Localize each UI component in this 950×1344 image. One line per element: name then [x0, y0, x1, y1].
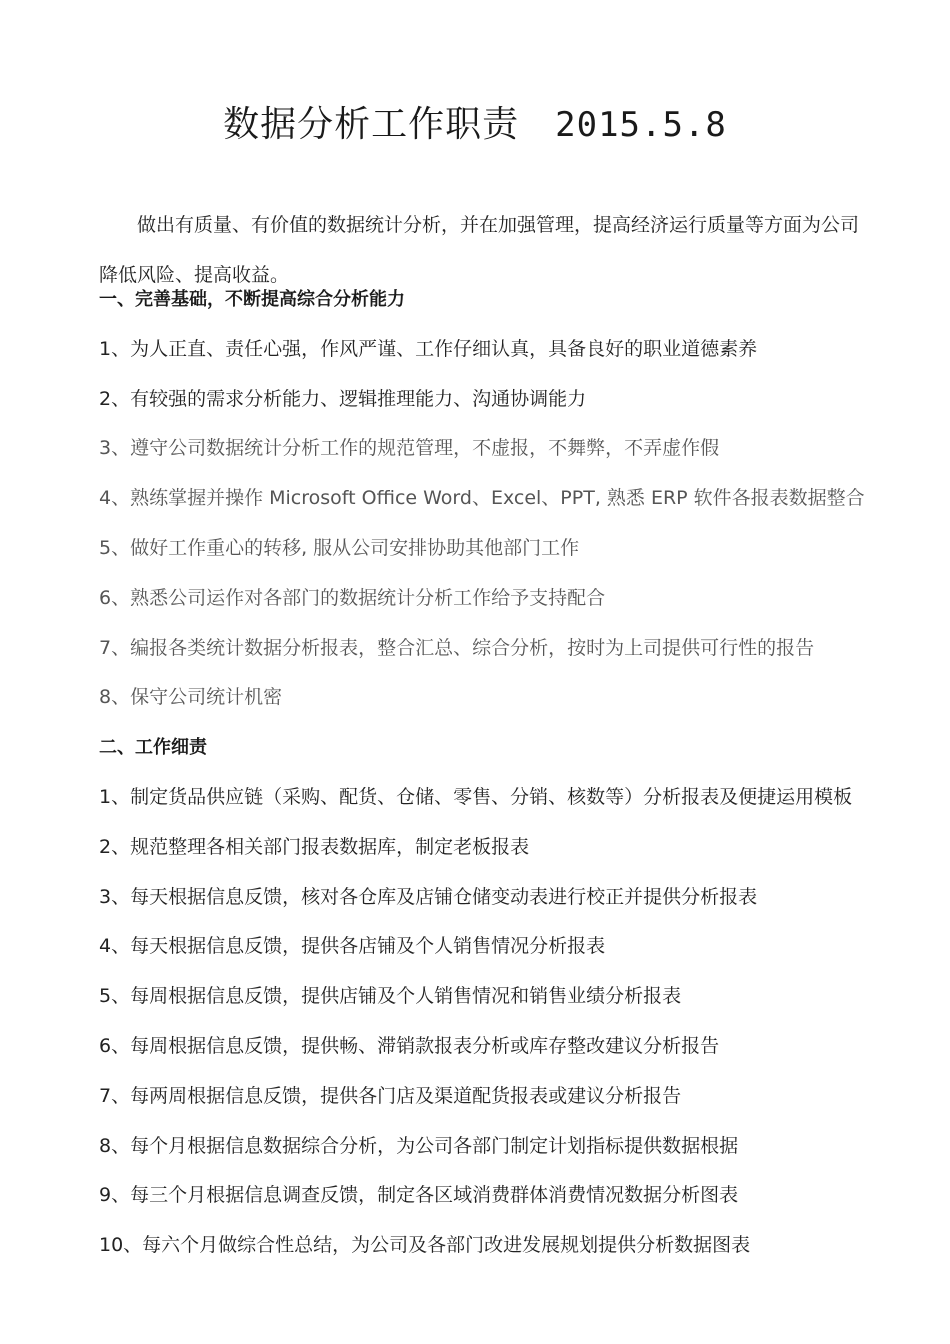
list-item: 7、编报各类统计数据分析报表，整合汇总、综合分析，按时为上司提供可行性的报告 [99, 636, 815, 659]
list-item: 3、遵守公司数据统计分析工作的规范管理，不虚报，不舞弊，不弄虚作假 [99, 437, 720, 460]
list-item: 8、每个月根据信息数据综合分析，为公司各部门制定计划指标提供数据根据 [99, 1134, 739, 1157]
duty-list [99, 275, 879, 1271]
list-item: 2、规范整理各相关部门报表数据库，制定老板报表 [99, 835, 530, 858]
list-item: 4、每天根据信息反馈，提供各店铺及个人销售情况分析报表 [99, 935, 606, 958]
list-item: 1、为人正直、责任心强，作风严谨、工作仔细认真，具备良好的职业道德素养 [99, 337, 758, 360]
list-item: 5、做好工作重心的转移, 服从公司安排协助其他部门工作 [99, 536, 580, 559]
list-item: 5、每周根据信息反馈，提供店铺及个人销售情况和销售业绩分析报表 [99, 985, 682, 1008]
list-item: 2、有较强的需求分析能力、逻辑推理能力、沟通协调能力 [99, 387, 587, 410]
section-heading-details: 二、工作细责 [99, 737, 207, 759]
section-heading-basics: 一、完善基础，不断提高综合分析能力 [99, 289, 405, 310]
title-text: 数据分析工作职责 [223, 104, 520, 146]
page-title [0, 96, 950, 147]
list-item: 9、每三个月根据信息调查反馈，制定各区域消费群体消费情况数据分析图表 [99, 1184, 739, 1207]
title-date: 2015.5.8 [555, 105, 727, 146]
list-item: 8、保守公司统计机密 [99, 686, 283, 709]
list-item: 1、制定货品供应链（采购、配货、仓储、零售、分销、核数等）分析报表及便捷运用模板 [99, 785, 853, 808]
list-item: 10、每六个月做综合性总结，为公司及各部门改进发展规划提供分析数据图表 [99, 1234, 751, 1257]
list-item: 3、每天根据信息反馈，核对各仓库及店铺仓储变动表进行校正并提供分析报表 [99, 885, 758, 908]
list-item: 6、每周根据信息反馈，提供畅、滞销款报表分析或库存整改建议分析报告 [99, 1034, 720, 1057]
list-item: 7、每两周根据信息反馈，提供各门店及渠道配货报表或建议分析报告 [99, 1084, 682, 1107]
list-item: 6、熟悉公司运作对各部门的数据统计分析工作给予支持配合 [99, 586, 606, 609]
list-item: 4、熟练掌握并操作 Microsoft Office Word、Excel、PPT, 熟悉 ERP 软件各报表数据整合 [99, 487, 865, 510]
intro-paragraph: 做出有质量、有价值的数据统计分析，并在加强管理，提高经济运行质量等方面为公司降低风险、提高收益。 [99, 214, 860, 286]
